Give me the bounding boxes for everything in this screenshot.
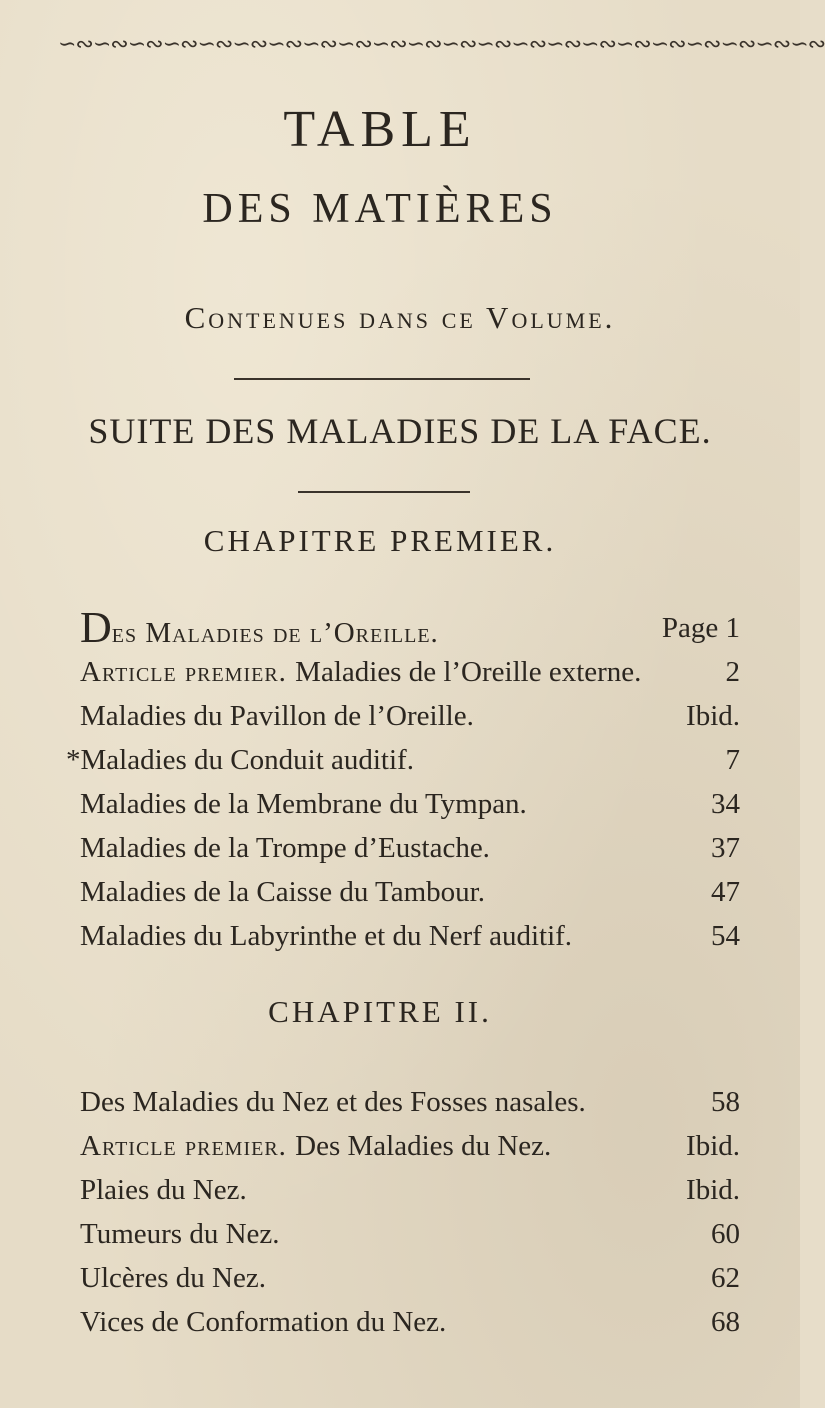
page-title: TABLE <box>283 101 477 158</box>
toc-entry: Plaies du Nez. Ibid. <box>80 1168 740 1212</box>
toc-entry: Des Maladies de l’Oreille. Page 1 <box>80 603 740 652</box>
page-number: 7 <box>725 744 740 776</box>
toc-entry: Article premier. Maladies de l’Oreille externe. 2 <box>80 650 740 694</box>
page-number: 47 <box>711 876 740 908</box>
page-number: Ibid. <box>686 1174 740 1206</box>
page-number: 37 <box>711 832 740 864</box>
toc-entry: Article premier. Des Maladies du Nez. Ibid. <box>80 1124 740 1168</box>
toc-entry: Tumeurs du Nez. 60 <box>80 1212 740 1256</box>
page-number: 62 <box>711 1262 740 1294</box>
chapter-heading: CHAPITRE II. <box>268 994 492 1029</box>
page-subtitle: DES MATIÈRES <box>202 186 558 232</box>
page-number: Ibid. <box>686 1130 740 1162</box>
toc-entry: Des Maladies du Nez et des Fosses nasales. 58 <box>80 1080 740 1124</box>
drop-cap: D <box>80 603 112 652</box>
divider-rule <box>234 378 530 380</box>
toc-entry: Ulcères du Nez. 62 <box>80 1256 740 1300</box>
decorative-ornament-border: ∽∾∽∾∽∾∽∾∽∾∽∾∽∾∽∾∽∾∽∾∽∾∽∾∽∾∽∾∽∾∽∾∽∾∽∾∽∾∽∾∽∾∽∾ <box>58 32 825 57</box>
page-number: 58 <box>711 1086 740 1118</box>
page-number: 60 <box>711 1218 740 1250</box>
chapter-heading: CHAPITRE PREMIER. <box>203 523 557 558</box>
toc-entry: Maladies de la Membrane du Tympan. 34 <box>80 782 740 826</box>
toc-entry: Maladies du Pavillon de l’Oreille. Ibid. <box>80 694 740 738</box>
page-caption: Contenues dans ce Volume. <box>184 300 616 335</box>
toc-entry: Maladies du Labyrinthe et du Nerf auditif. 54 <box>80 914 740 958</box>
page-number: Ibid. <box>686 700 740 732</box>
toc-entry: Vices de Conformation du Nez. 68 <box>80 1300 740 1344</box>
toc-entry: *Maladies du Conduit auditif. 7 <box>80 738 740 782</box>
page-number: 2 <box>725 656 740 688</box>
page-number: Page 1 <box>661 612 740 644</box>
divider-rule <box>298 491 470 493</box>
section-heading: SUITE DES MALADIES DE LA FACE. <box>88 411 712 451</box>
page-number: 68 <box>711 1306 740 1338</box>
toc-entry: Maladies de la Trompe d’Eustache. 37 <box>80 826 740 870</box>
page-number: 54 <box>711 920 740 952</box>
toc-entry: Maladies de la Caisse du Tambour. 47 <box>80 870 740 914</box>
page-number: 34 <box>711 788 740 820</box>
